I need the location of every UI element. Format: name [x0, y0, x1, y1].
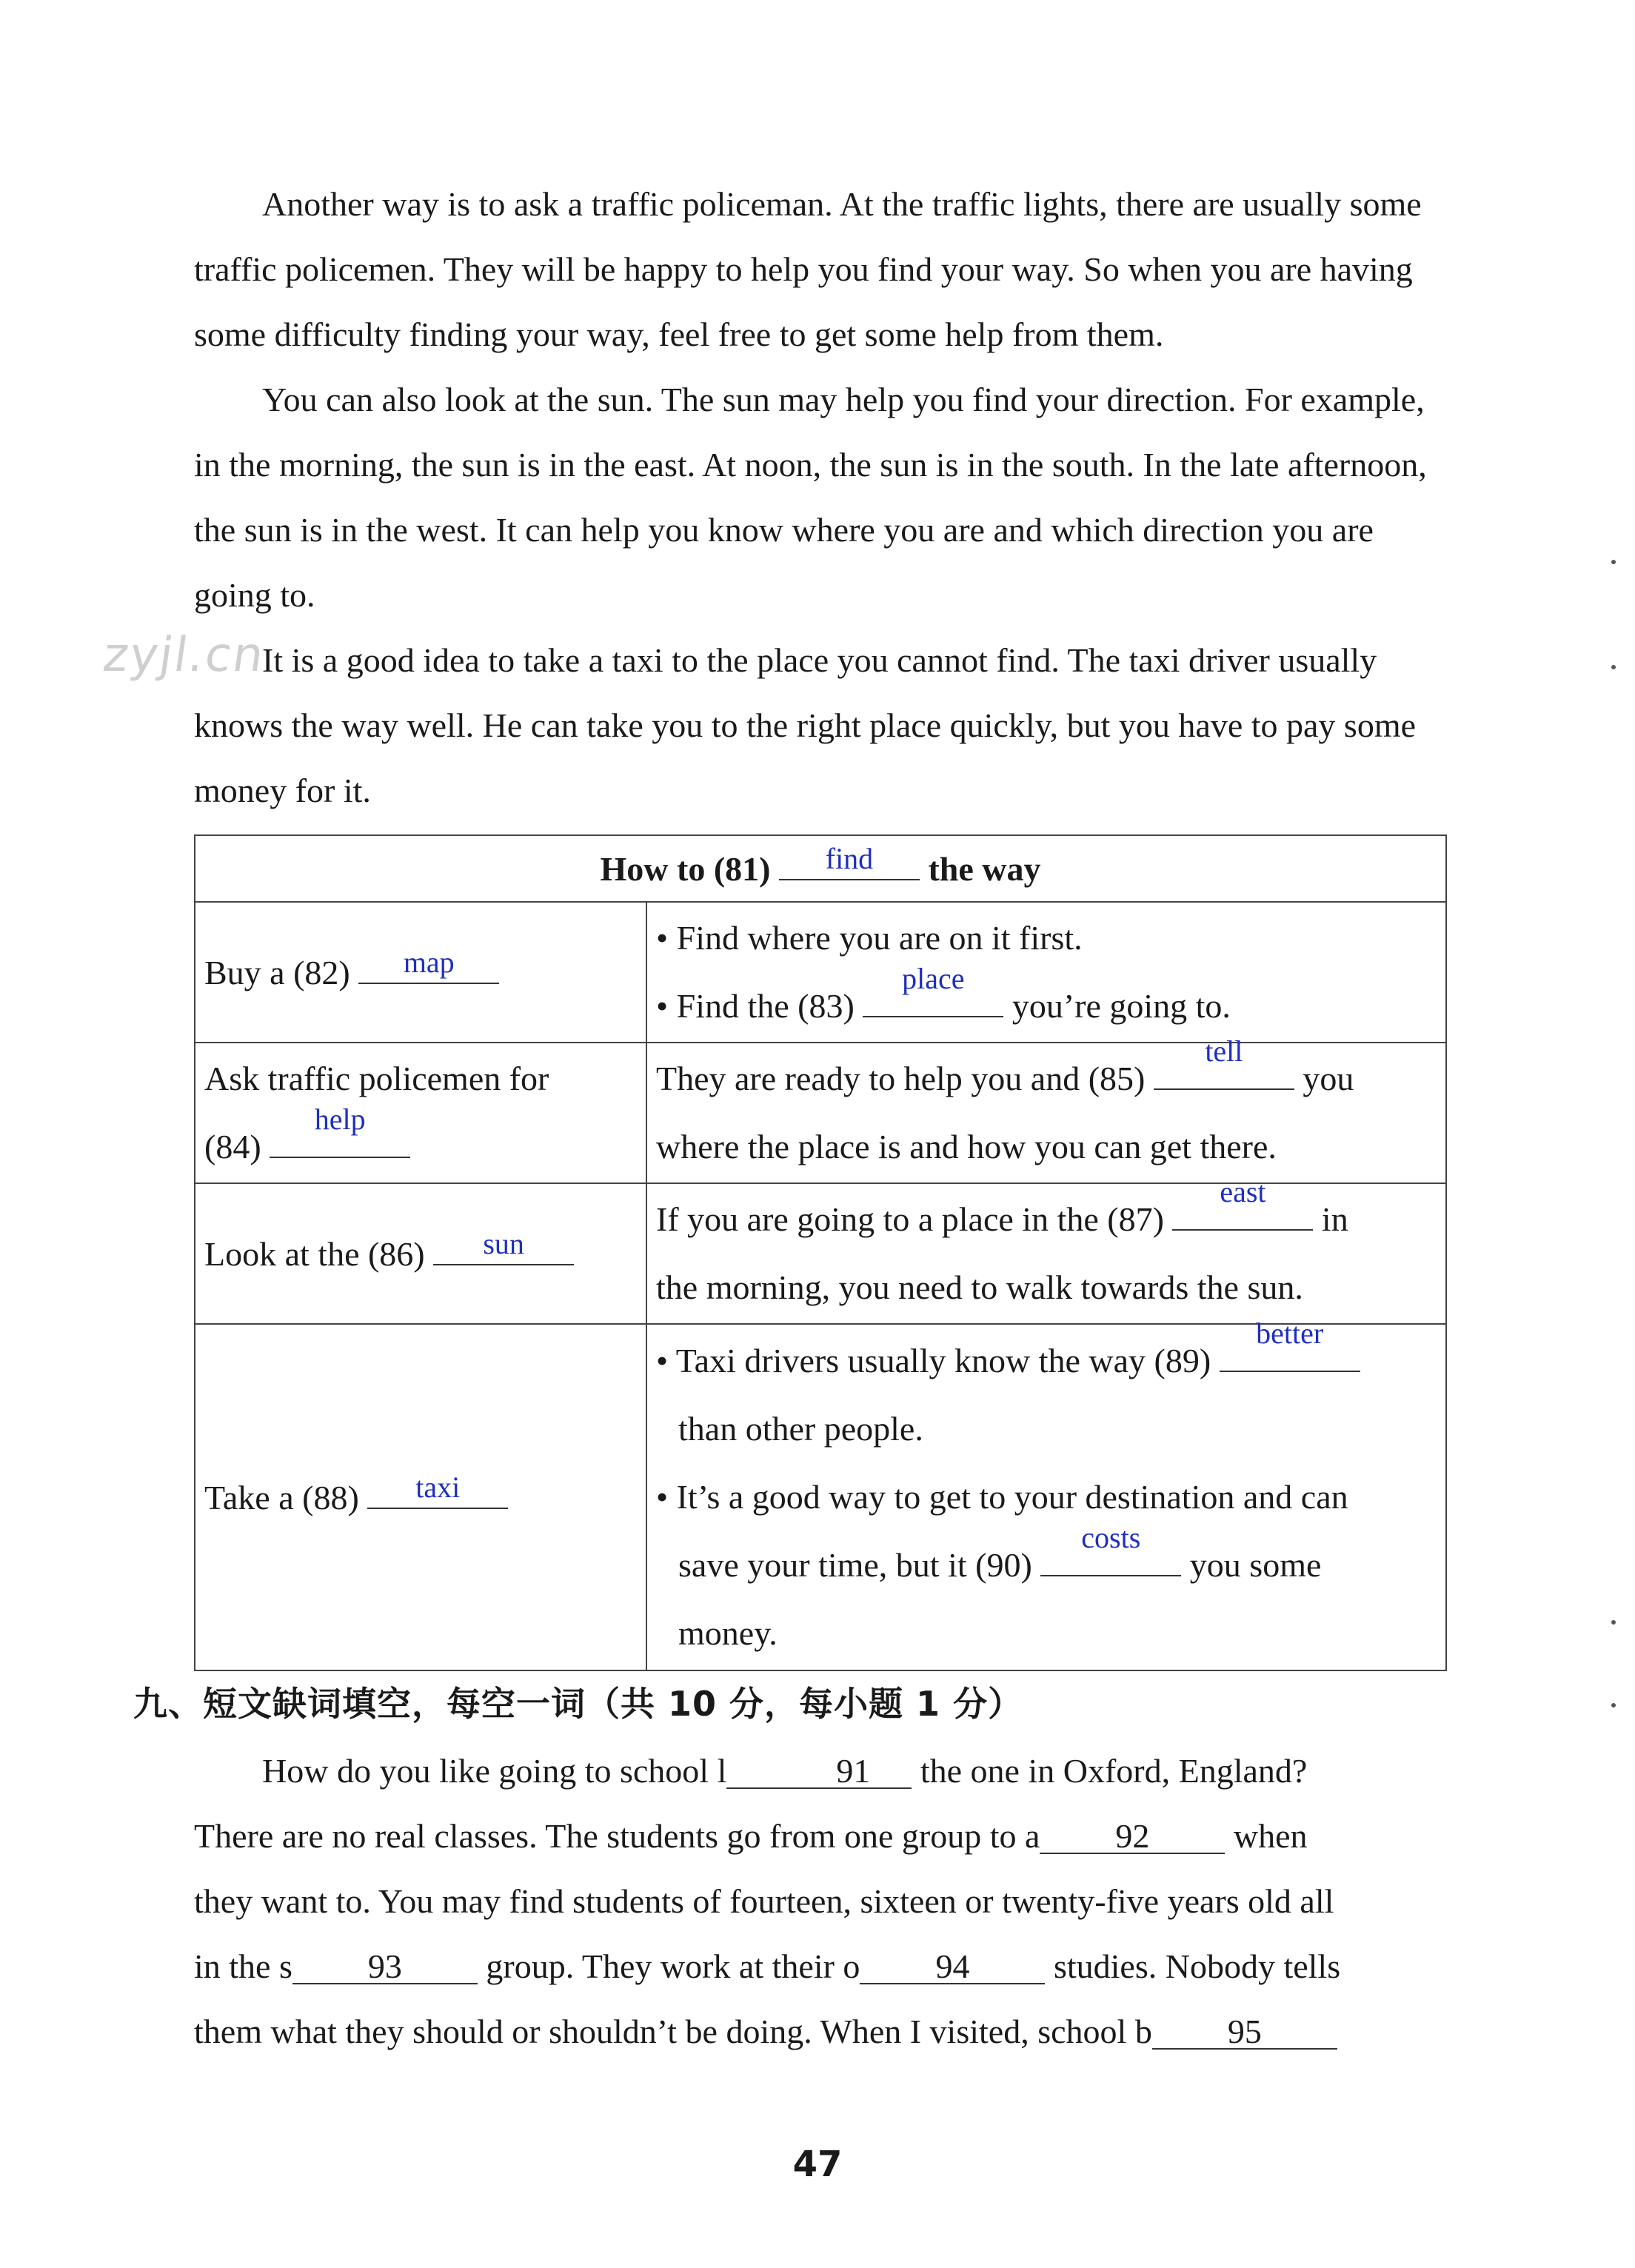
margin-mark — [1611, 560, 1616, 564]
page-number: 47 — [792, 2144, 843, 2185]
section-title: 九、短文缺词填空，每空一词（共 10 分，每小题 1 分） — [133, 1684, 1023, 1724]
answer-86: sun — [483, 1226, 524, 1260]
answer-88: taxi — [415, 1470, 461, 1504]
blank-83[interactable] — [863, 962, 1003, 1017]
answer-83: place — [902, 962, 965, 995]
blank-85[interactable] — [1154, 1034, 1294, 1090]
answer-89: better — [1256, 1317, 1324, 1350]
watermark: zyjl.cn — [99, 628, 269, 683]
cell-policemen-help: They are ready to help you and (85) tell you where the place is and how you can get there. — [646, 1043, 1446, 1183]
margin-mark — [1611, 665, 1616, 669]
margin-mark — [1611, 1703, 1616, 1707]
answer-84: help — [314, 1103, 366, 1136]
cell-map-tips: • Find where you are on it first. • Find the (83) place you’re going to. — [646, 902, 1446, 1043]
cell-ask-policemen: Ask traffic policemen for (84) help — [195, 1043, 646, 1183]
paragraph-traffic-policeman: Another way is to ask a traffic policeman. At the traffic lights, there are usually some traffic policemen. They will be happy to help you find your way. So when you are having some difficulty finding your way, feel free to get some help from them. — [194, 185, 1422, 353]
blank-95[interactable]: 95 — [1152, 2016, 1337, 2050]
cell-look-sun: Look at the (86) sun — [195, 1183, 646, 1324]
cell-taxi-tips: • Taxi drivers usually know the way (89) better than other people. • It’s a good way to get to your destination and can save your time, but it (90) costs you some money. — [646, 1324, 1446, 1670]
answer-85: tell — [1205, 1034, 1243, 1068]
cell-buy-map: Buy a (82) map — [195, 902, 646, 1043]
blank-86[interactable] — [433, 1226, 574, 1265]
paragraph-sun: You can also look at the sun. The sun may help you find your direction. For example, in the morning, the sun is in the east. At noon, the sun is in the south. In the late afternoon, the sun is in the west. It can help you know where you are and which direction you are going to. — [194, 381, 1427, 614]
table-row — [195, 1324, 1446, 1670]
blank-93[interactable]: 93 — [292, 1950, 478, 1984]
reading-passage — [194, 172, 1453, 823]
cell-sun-direction: If you are going to a place in the (87) east in the morning, you need to walk towards the sun. — [646, 1183, 1446, 1324]
blank-84[interactable] — [270, 1103, 410, 1158]
blank-92[interactable]: 92 — [1040, 1820, 1225, 1854]
blank-94[interactable]: 94 — [860, 1950, 1045, 1984]
answer-90: costs — [1081, 1521, 1141, 1554]
blank-89[interactable] — [1220, 1317, 1360, 1372]
blank-88[interactable] — [367, 1470, 508, 1509]
summary-table — [194, 834, 1447, 1671]
blank-87[interactable] — [1172, 1175, 1313, 1231]
blank-90[interactable] — [1040, 1521, 1181, 1576]
blank-82[interactable] — [358, 945, 499, 984]
blank-81[interactable] — [779, 841, 920, 880]
margin-mark — [1611, 1620, 1616, 1625]
answer-82: map — [403, 945, 455, 979]
answer-81: find — [825, 841, 874, 875]
answer-87: east — [1220, 1175, 1266, 1208]
cloze-passage: How do you like going to school l 91 the one in Oxford, England? There are no real classes. The students go from one group to a 92 when they want to. You may find students of fourteen, sixteen or twenty-five years old all in the s 93 group. They work at their o 94 studies. Nobody tells them what they should or shouldn’t be doing. When I visited, school b 95 — [194, 1752, 1341, 2050]
cell-take-taxi: Take a (88) taxi — [195, 1324, 646, 1670]
table-header: How to (81) find the way — [195, 835, 1446, 902]
paragraph-taxi: It is a good idea to take a taxi to the place you cannot find. The taxi driver usually knows the way well. He can take you to the right place quickly, but you have to pay some money for it. — [194, 641, 1417, 809]
table-header-row — [195, 835, 1446, 902]
blank-91[interactable]: 91 — [726, 1755, 912, 1789]
